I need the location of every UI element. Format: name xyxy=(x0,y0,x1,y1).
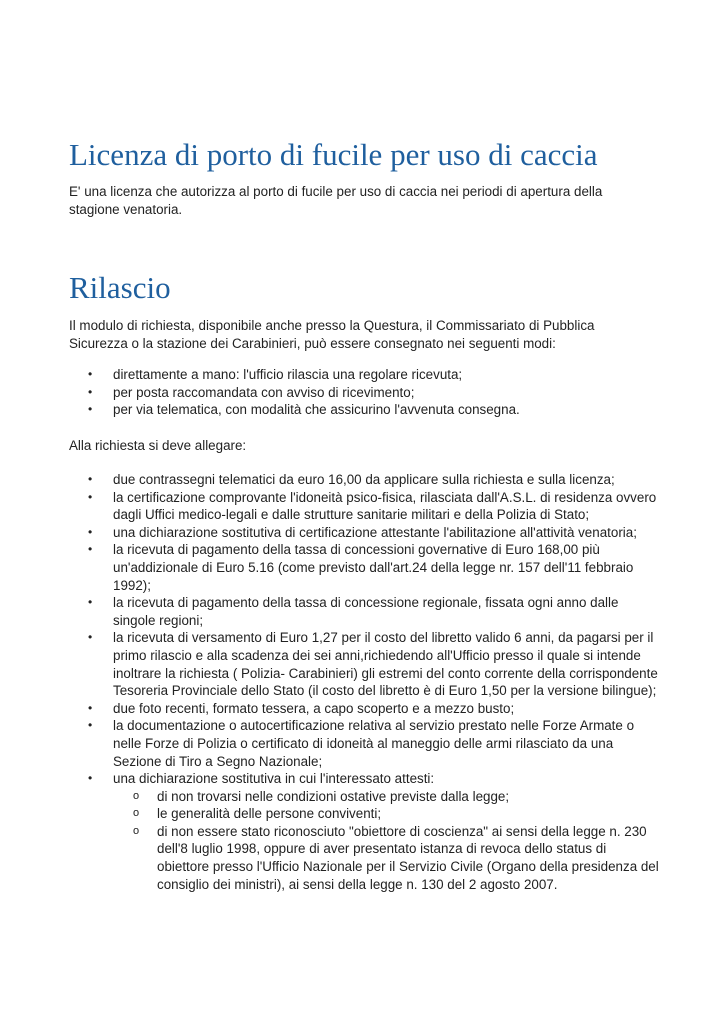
bullet-icon: • xyxy=(88,402,93,417)
list-item xyxy=(69,366,659,384)
list-item-text: una dichiarazione sostitutiva di certificazione attestante l'abilitazione all'attività venatoria; xyxy=(113,524,637,540)
delivery-modes-list xyxy=(69,366,659,419)
list-item-text: per via telematica, con modalità che assicurino l'avvenuta consegna. xyxy=(113,402,520,418)
bullet-icon: • xyxy=(88,630,93,645)
bullet-icon: • xyxy=(88,489,93,504)
list-item-text: per posta raccomandata con avviso di ricevimento; xyxy=(113,384,415,400)
list-item xyxy=(69,384,659,402)
bullet-icon: • xyxy=(88,384,93,399)
list-item-text: due foto recenti, formato tessera, a capo scoperto e a mezzo busto; xyxy=(113,700,515,716)
bullet-icon: • xyxy=(88,700,93,715)
circle-bullet-icon: o xyxy=(133,807,140,820)
bullet-icon: • xyxy=(88,595,93,610)
list-item xyxy=(69,700,659,718)
circle-bullet-icon: o xyxy=(133,824,140,837)
bullet-icon: • xyxy=(88,472,93,486)
list-item xyxy=(69,541,659,594)
list-item-text: direttamente a mano: l'ufficio rilascia una regolare ricevuta; xyxy=(113,367,463,382)
sublist-item xyxy=(69,805,659,823)
attachments-intro: Alla richiesta si deve allegare: xyxy=(69,438,247,453)
list-item-text: la certificazione comprovante l'idoneità psico-fisica, rilasciata dall'A.S.L. di residenza ovvero dagli Uffici medico-legali e dalle strutture sanitarie militari e della Polizia di Stato; xyxy=(113,489,657,523)
list-item xyxy=(69,629,659,699)
list-item xyxy=(69,770,659,893)
list-item xyxy=(69,489,659,524)
bullet-icon: • xyxy=(88,718,93,733)
sublist-item xyxy=(69,823,659,893)
bullet-icon: • xyxy=(88,367,93,381)
bullet-icon: • xyxy=(88,542,93,557)
delivery-paragraph: Il modulo di richiesta, disponibile anche presso la Questura, il Commissariato di Pubblica Sicurezza o la stazione dei Carabinieri, può essere consegnato nei seguenti modi: xyxy=(69,318,595,351)
list-item-text: la ricevuta di pagamento della tassa di concessione regionale, fissata ogni anno dalle singole regioni; xyxy=(113,595,619,628)
list-item-text: una dichiarazione sostitutiva in cui l'interessato attesti: xyxy=(113,771,435,787)
list-item-text: due contrassegni telematici da euro 16,00 da applicare sulla richiesta e sulla licenza; xyxy=(113,472,615,487)
page-title: Licenza di porto di fucile per uso di caccia xyxy=(69,137,598,172)
circle-bullet-icon: o xyxy=(133,789,140,802)
declarations-sublist xyxy=(113,788,659,894)
sublist-item-text: le generalità delle persone conviventi; xyxy=(157,806,382,822)
list-item-text: la ricevuta di versamento di Euro 1,27 per il costo del libretto valido 6 anni, da pagarsi per il primo rilascio e alla scadenza dei sei anni,richiedendo all'Ufficio presso il quale si intende inoltrare la richiesta ( Polizia- Carabinieri) gli estremi del conto corrente della corrispondente Tesoreria Provinciale dello Stato (il costo del libretto è di Euro 1,50 per la versione bilingue); xyxy=(113,630,658,699)
list-item xyxy=(69,717,659,770)
list-item-text: la documentazione o autocertificazione relativa al servizio prestato nelle Forze Armate o nelle Forze di Polizia o certificato di idoneità al maneggio delle armi rilasciato da una Sezione di Tiro a Segno Nazionale; xyxy=(113,718,635,769)
list-item xyxy=(69,471,659,489)
intro-paragraph: E' una licenza che autorizza al porto di fucile per uso di caccia nei periodi di apertura della stagione venatoria. xyxy=(69,184,603,217)
section-title: Rilascio xyxy=(69,270,171,305)
bullet-icon: • xyxy=(88,524,93,539)
list-item xyxy=(69,594,659,629)
sublist-item-text: di non trovarsi nelle condizioni ostative previste dalla legge; xyxy=(157,788,510,804)
list-item-text: la ricevuta di pagamento della tassa di concessioni governative di Euro 168,00 più un'addizionale di Euro 5.16 (come previsto dall'art.24 della legge nr. 157 dell'11 febbraio 1992); xyxy=(113,542,634,593)
list-item xyxy=(69,401,659,419)
bullet-icon: • xyxy=(88,771,93,786)
attachments-list xyxy=(69,471,659,893)
sublist-item xyxy=(69,788,659,806)
sublist-item-text: di non essere stato riconosciuto "obiettore di coscienza" ai sensi della legge n. 230 dell'8 luglio 1998, oppure di aver presentato istanza di revoca dello status di obiettore presso l'Ufficio Nazionale per il Servizio Civile (Organo della presidenza del consiglio dei ministri), ai sensi della legge n. 130 del 2 agosto 2007. xyxy=(157,823,659,892)
list-item xyxy=(69,524,659,542)
